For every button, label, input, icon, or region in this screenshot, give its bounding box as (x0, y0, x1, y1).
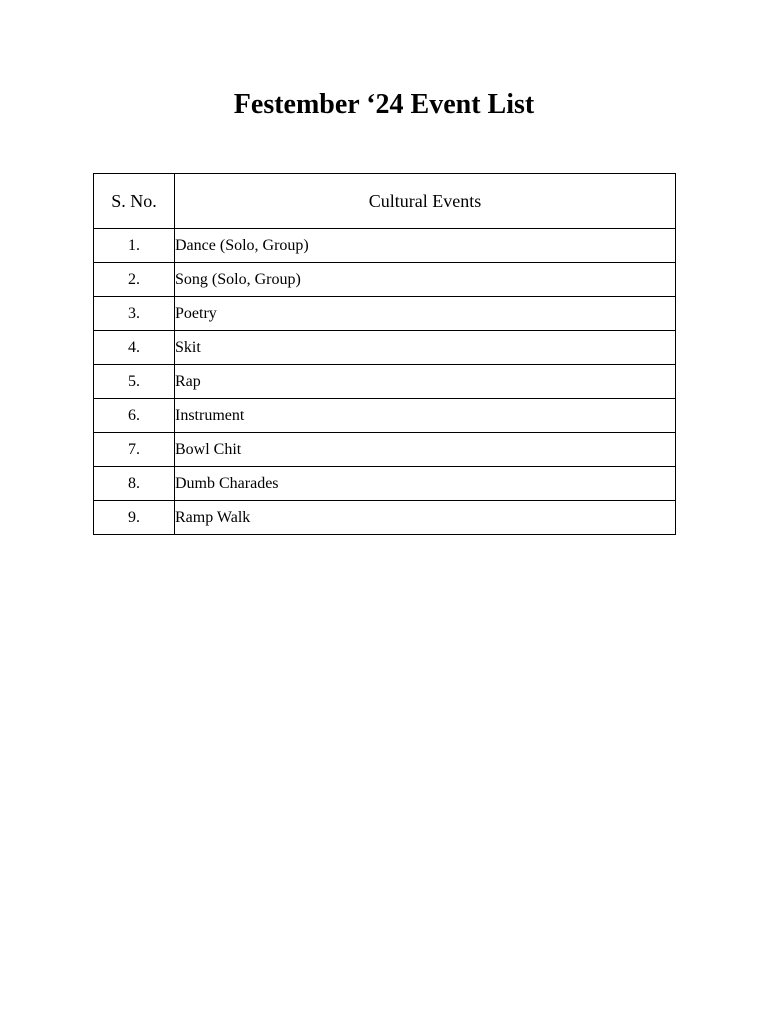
serial-number-cell: 3. (94, 297, 175, 331)
serial-number-header: S. No. (94, 174, 175, 229)
serial-number-cell: 9. (94, 501, 175, 535)
event-name-cell: Poetry (175, 297, 676, 331)
event-name-cell: Bowl Chit (175, 433, 676, 467)
table-body (94, 229, 676, 535)
table-row (94, 399, 676, 433)
event-name-cell: Instrument (175, 399, 676, 433)
event-name-cell: Skit (175, 331, 676, 365)
serial-number-cell: 6. (94, 399, 175, 433)
table-row (94, 433, 676, 467)
table-header (94, 174, 676, 229)
event-name-cell: Ramp Walk (175, 501, 676, 535)
table-row (94, 229, 676, 263)
serial-number-cell: 7. (94, 433, 175, 467)
cultural-events-header: Cultural Events (175, 174, 676, 229)
event-name-cell: Rap (175, 365, 676, 399)
serial-number-cell: 1. (94, 229, 175, 263)
page-title: Festember ‘24 Event List (233, 89, 535, 120)
table-row (94, 263, 676, 297)
header-row (94, 174, 676, 229)
event-name-cell: Dance (Solo, Group) (175, 229, 676, 263)
event-name-cell: Song (Solo, Group) (175, 263, 676, 297)
serial-number-cell: 5. (94, 365, 175, 399)
serial-number-cell: 2. (94, 263, 175, 297)
table-row (94, 331, 676, 365)
serial-number-cell: 8. (94, 467, 175, 501)
event-name-cell: Dumb Charades (175, 467, 676, 501)
table-row (94, 297, 676, 331)
serial-number-cell: 4. (94, 331, 175, 365)
table-row (94, 501, 676, 535)
table-row (94, 467, 676, 501)
table-row (94, 365, 676, 399)
event-table (93, 173, 676, 535)
